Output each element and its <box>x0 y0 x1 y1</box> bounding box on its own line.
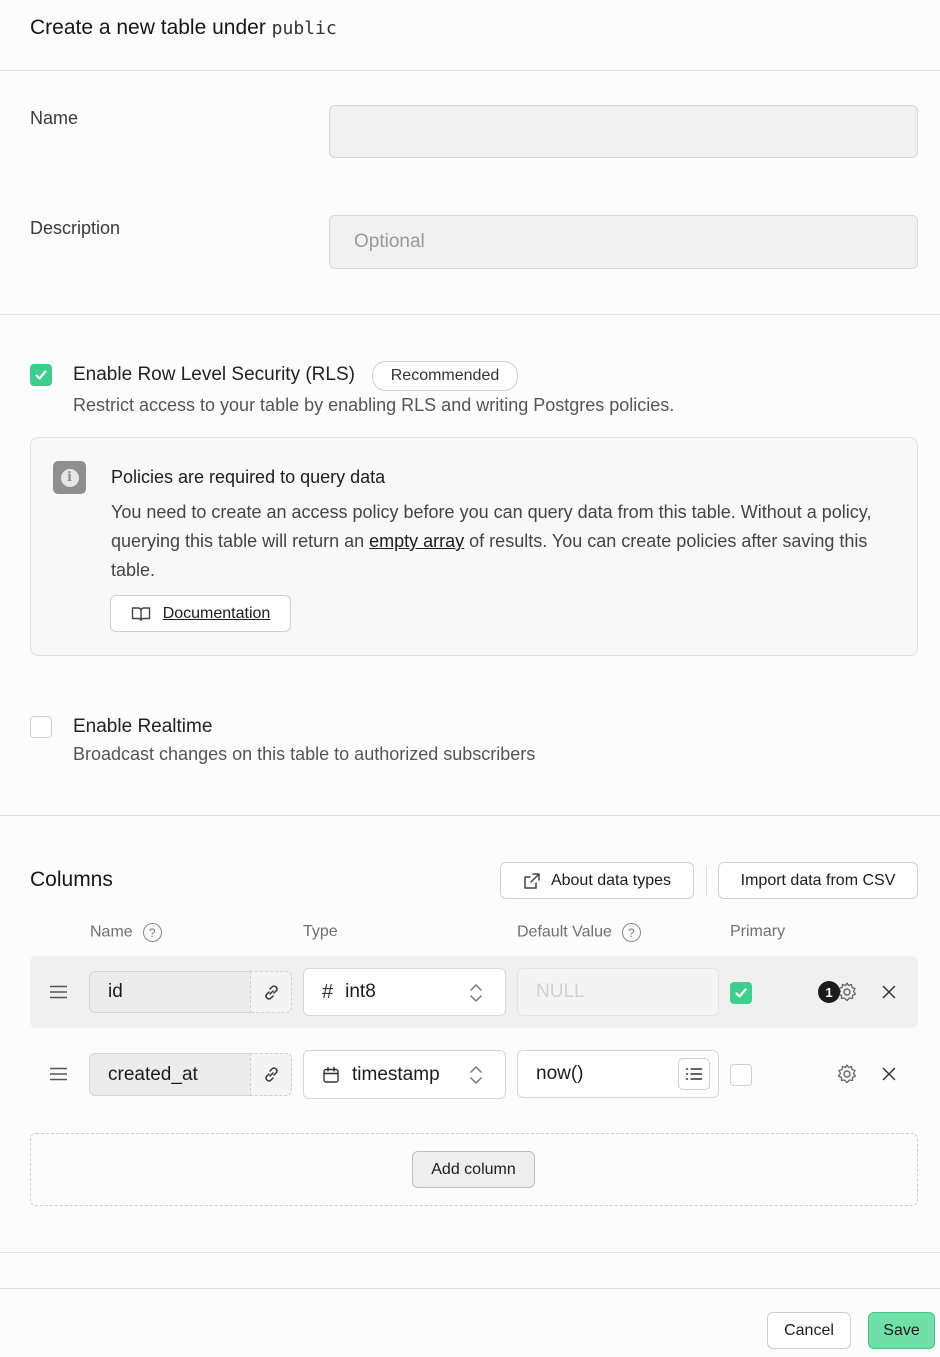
empty-array-link[interactable]: empty array <box>369 531 465 551</box>
primary-checkbox[interactable] <box>730 1064 752 1086</box>
chevrons-up-down-icon <box>469 1064 483 1086</box>
realtime-label: Enable Realtime <box>73 716 213 737</box>
import-csv-label: Import data from CSV <box>740 871 896 889</box>
check-icon <box>34 368 48 382</box>
external-link-icon <box>523 872 541 890</box>
description-input[interactable] <box>329 215 918 269</box>
callout-body <box>111 498 901 585</box>
default-value-suggestions-button[interactable] <box>678 1058 710 1090</box>
column-name-value: id <box>108 981 123 1002</box>
drag-handle-icon[interactable] <box>49 985 68 999</box>
callout-body-text: You need to create an access policy before you can query data from this table. Without a policy, querying this table will return an <box>111 502 872 551</box>
chevrons-up-down-icon <box>469 982 483 1004</box>
schema-name: public <box>271 18 337 39</box>
check-icon <box>734 986 748 1000</box>
name-label: Name <box>30 108 79 128</box>
cancel-label: Cancel <box>784 1321 834 1339</box>
documentation-label: Documentation <box>162 604 271 622</box>
recommended-badge: Recommended <box>372 361 518 391</box>
col-header-default: Default Value ? <box>517 923 641 942</box>
gear-icon[interactable] <box>836 1063 858 1085</box>
close-icon[interactable] <box>882 1067 896 1081</box>
rls-checkbox[interactable] <box>30 364 52 386</box>
default-value-input[interactable] <box>517 1050 719 1098</box>
column-type-value: int8 <box>345 981 376 1002</box>
primary-checkbox[interactable] <box>730 982 752 1004</box>
realtime-checkbox[interactable] <box>30 716 52 738</box>
help-icon[interactable]: ? <box>143 923 162 942</box>
column-type-select[interactable] <box>303 968 506 1016</box>
foreign-key-button[interactable] <box>250 971 292 1013</box>
add-column-label: Add column <box>431 1160 516 1178</box>
close-icon[interactable] <box>882 985 896 999</box>
hash-icon: # <box>322 980 334 1003</box>
default-value-value: now() <box>536 1063 584 1084</box>
callout-title: Policies are required to query data <box>111 467 386 487</box>
title-prefix: Create a new table under <box>30 16 266 39</box>
callout-body-text-end: of results. You can create policies after saving this table. <box>111 531 868 580</box>
divider <box>0 815 940 816</box>
help-icon[interactable]: ? <box>622 923 641 942</box>
rls-label: Enable Row Level Security (RLS) <box>73 364 355 385</box>
link-icon <box>263 984 280 1001</box>
save-label: Save <box>883 1321 920 1339</box>
realtime-description: Broadcast changes on this table to authorized subscribers <box>73 744 536 764</box>
add-column-button[interactable] <box>412 1151 535 1188</box>
col-header-name: Name ? <box>90 923 162 942</box>
dialog-title <box>30 16 337 40</box>
import-csv-button[interactable] <box>718 862 918 899</box>
column-name-value: created_at <box>108 1063 198 1085</box>
description-placeholder: Optional <box>354 231 425 252</box>
info-icon: i <box>53 461 86 494</box>
button-separator <box>706 866 707 896</box>
divider <box>0 1252 940 1253</box>
name-input[interactable] <box>329 105 918 158</box>
default-value-input[interactable] <box>517 968 719 1016</box>
divider <box>0 1288 940 1289</box>
list-icon <box>685 1067 703 1081</box>
default-value-placeholder: NULL <box>536 981 585 1002</box>
documentation-button[interactable] <box>110 595 291 632</box>
calendar-icon <box>322 1066 340 1084</box>
drag-handle-icon[interactable] <box>49 1067 68 1081</box>
about-data-types-button[interactable] <box>500 862 694 899</box>
column-type-value: timestamp <box>352 1063 440 1085</box>
count-badge: 1 <box>818 981 840 1003</box>
divider <box>0 70 940 71</box>
link-icon <box>263 1066 280 1083</box>
rls-description: Restrict access to your table by enabling RLS and writing Postgres policies. <box>73 395 675 415</box>
columns-title: Columns <box>30 868 113 891</box>
description-label: Description <box>30 218 121 238</box>
column-type-select[interactable] <box>303 1050 506 1099</box>
col-header-primary: Primary <box>730 923 786 940</box>
divider <box>0 314 940 315</box>
about-data-types-label: About data types <box>550 871 672 889</box>
save-button[interactable] <box>868 1312 935 1349</box>
col-header-type: Type <box>303 923 338 940</box>
cancel-button[interactable] <box>767 1312 851 1349</box>
book-icon <box>131 606 151 622</box>
foreign-key-button[interactable] <box>250 1053 292 1096</box>
